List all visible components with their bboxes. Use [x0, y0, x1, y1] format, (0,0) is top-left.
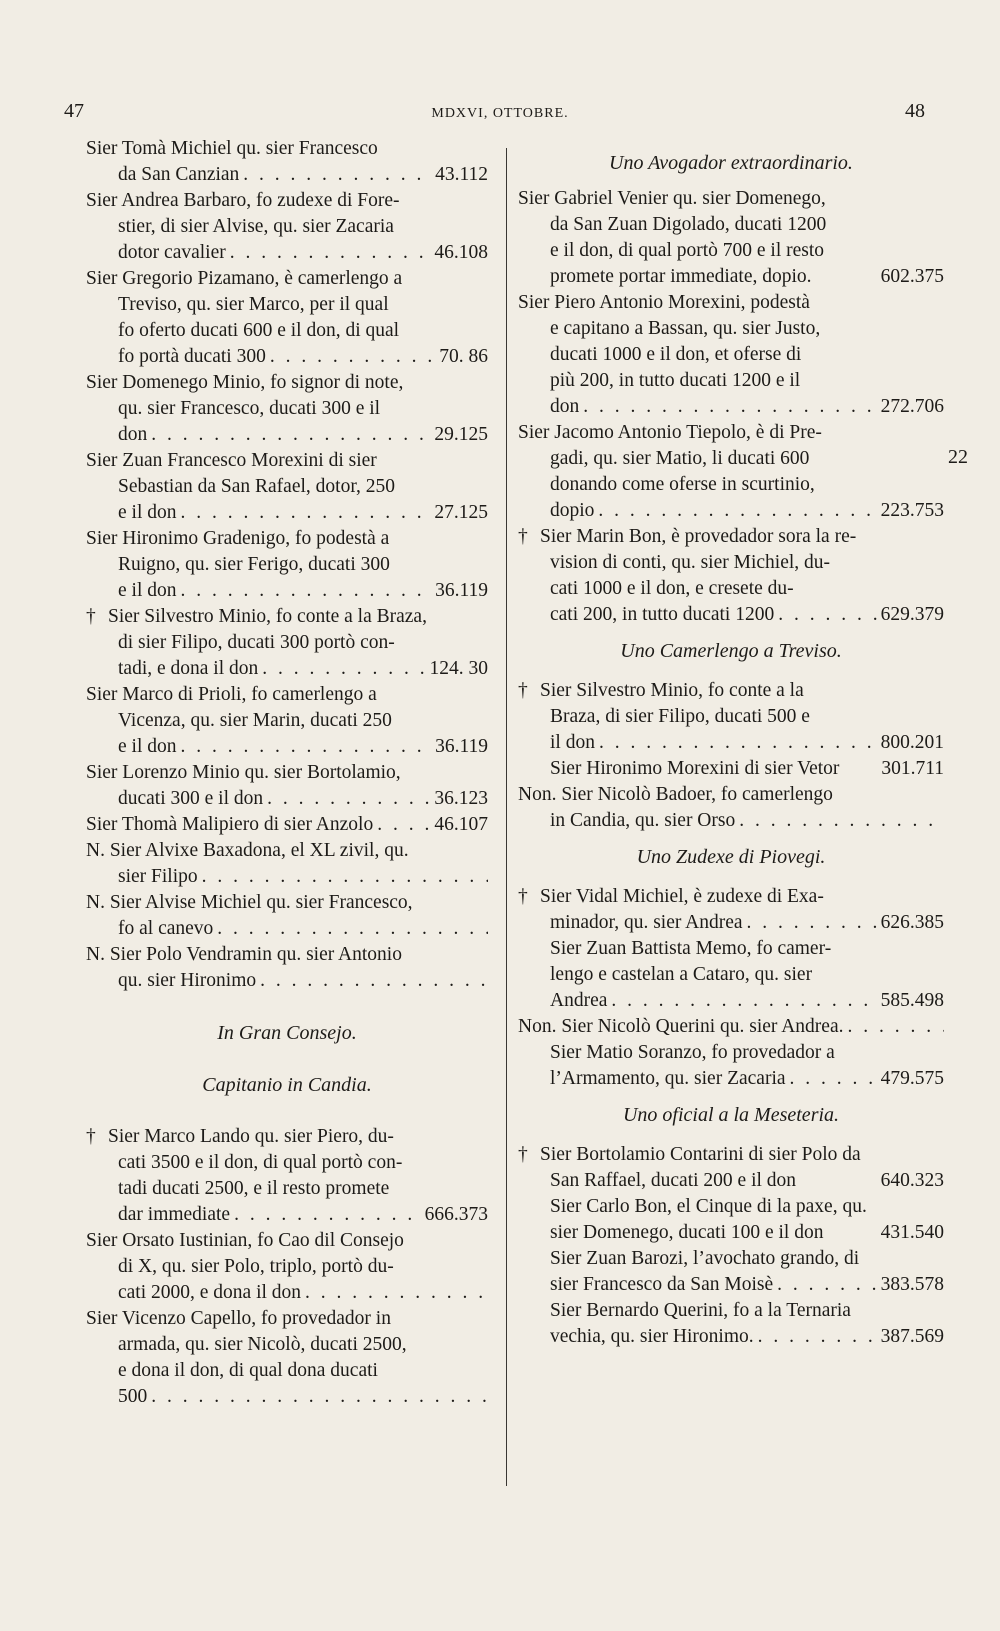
- entry-text: don: [118, 424, 148, 445]
- dot-leader: [266, 344, 435, 370]
- section-heading: Uno oficial a la Meseteria.: [622, 1104, 840, 1126]
- dot-leader: [177, 734, 432, 760]
- entry-text: fo al canevo: [118, 918, 214, 939]
- right-column: [518, 136, 944, 1350]
- dagger-mark: †: [518, 680, 528, 701]
- entry-text: Sier Gabriel Venier qu. sier Domenego,: [518, 188, 826, 209]
- entry-text: Sier Orsato Iustinian, fo Cao dil Consejo: [86, 1230, 404, 1251]
- dot-leader: [595, 730, 877, 756]
- entry-text: Sier Zuan Francesco Morexini di sier: [86, 450, 377, 471]
- entry-text: Sier Marco Lando qu. sier Piero, du-: [108, 1126, 394, 1147]
- entry-line: [86, 656, 488, 682]
- entry-text: Sier Hironimo Gradenigo, fo podestà a: [86, 528, 390, 549]
- entry-line: [518, 1324, 944, 1350]
- section-heading: Uno Zudexe di Piovegi.: [636, 846, 826, 868]
- entry-line: [86, 682, 488, 708]
- entry-line: [518, 238, 944, 264]
- entry-text: cati 200, in tutto ducati 1200: [550, 604, 775, 625]
- entry-text: di X, qu. sier Polo, triplo, portò du-: [118, 1256, 394, 1277]
- entry-line: [86, 1358, 488, 1384]
- margin-number: 22: [948, 446, 968, 468]
- entry-text: N. Sier Alvixe Baxadona, el XL zivil, qu.: [86, 840, 409, 861]
- entry-line: [518, 342, 944, 368]
- entry-text: Non. Sier Nicolò Badoer, fo camerlengo: [518, 784, 833, 805]
- vote-count: 70. 86: [439, 346, 488, 367]
- entry-line: [518, 472, 944, 498]
- entry-text: e capitano a Bassan, qu. sier Justo,: [550, 318, 821, 339]
- vote-count: 640.323: [880, 1170, 944, 1191]
- entry-text: Sier Matio Soranzo, fo provedador a: [550, 1042, 835, 1063]
- entry-text: Andrea: [550, 990, 608, 1011]
- entry-line: [86, 708, 488, 734]
- entry-line: [86, 188, 488, 214]
- entry-line: [518, 808, 944, 834]
- entry-text: vision di conti, qu. sier Michiel, du-: [550, 552, 831, 573]
- entry-text: Sier Carlo Bon, el Cinque di la paxe, qu.: [550, 1196, 867, 1217]
- entry-line: [518, 264, 944, 290]
- entry-line: [86, 162, 488, 188]
- entry-line: [86, 630, 488, 656]
- entry-line: [518, 962, 944, 988]
- entry-text: ducati 1000 e il don, et oferse di: [550, 344, 802, 365]
- entry-line: [518, 602, 944, 628]
- dagger-mark: †: [86, 1126, 96, 1147]
- entry-line: [86, 942, 488, 968]
- entry-text: sier Francesco da San Moisè: [550, 1274, 774, 1295]
- spacer: [86, 1046, 488, 1072]
- dot-leader: [754, 1324, 877, 1350]
- dot-leader: [258, 656, 425, 682]
- entry-text: Sier Zuan Barozi, l’avochato grando, di: [550, 1248, 860, 1269]
- dot-leader: [198, 864, 488, 890]
- dot-leader: [177, 500, 431, 526]
- entry-line: [86, 344, 488, 370]
- vote-count: 387.569: [880, 1326, 944, 1347]
- entry-text: dar immediate: [118, 1204, 231, 1225]
- vote-count: 46.108: [434, 242, 488, 263]
- entry-text: Sier Vicenzo Capello, fo provedador in: [86, 1308, 391, 1329]
- vote-count: 36.123: [434, 788, 488, 809]
- entry-text: Ruigno, qu. sier Ferigo, ducati 300: [118, 554, 390, 575]
- entry-text: Sier Marco di Prioli, fo camerlengo a: [86, 684, 377, 705]
- entry-line: [86, 526, 488, 552]
- entry-text: Sier Lorenzo Minio qu. sier Bortolamio,: [86, 762, 401, 783]
- entry-text: Sier Bortolamio Contarini di sier Polo da: [540, 1144, 861, 1165]
- entry-text: dopio: [550, 500, 595, 521]
- entry-line: [86, 916, 488, 942]
- vote-count: 36.119: [435, 580, 488, 601]
- vote-count: 43.112: [435, 164, 488, 185]
- entry-text: da San Zuan Digolado, ducati 1200: [550, 214, 827, 235]
- spacer: [518, 136, 944, 150]
- entry-line: [518, 884, 944, 910]
- spacer: [518, 1092, 944, 1102]
- column-divider: [506, 148, 507, 1486]
- vote-count: 124. 30: [429, 658, 488, 679]
- entry-line: [86, 500, 488, 526]
- spacer: [86, 1098, 488, 1124]
- entry-text: vechia, qu. sier Hironimo.: [550, 1326, 754, 1347]
- vote-count: 666.373: [424, 1204, 488, 1225]
- entry-line: [86, 786, 488, 812]
- entry-line: [86, 1280, 488, 1306]
- entry-text: Sier Marin Bon, è provedador sora la re-: [540, 526, 857, 547]
- left-column: [86, 136, 488, 1410]
- entry-line: [86, 578, 488, 604]
- entry-line: [518, 1272, 944, 1298]
- entry-text: promete portar immediate, dopio.: [550, 266, 812, 287]
- entry-text: più 200, in tutto ducati 1200 e il: [550, 370, 801, 391]
- entry-line: [518, 936, 944, 962]
- entry-line: [518, 988, 944, 1014]
- entry-text: qu. sier Hironimo: [118, 970, 257, 991]
- entry-line: [86, 734, 488, 760]
- entry-line: [518, 1040, 944, 1066]
- entry-line: [86, 370, 488, 396]
- dot-leader: [843, 1014, 944, 1040]
- running-title: MDXVI, OTTOBRE.: [431, 106, 569, 121]
- entry-text: N. Sier Alvise Michiel qu. sier Francesco,: [86, 892, 413, 913]
- entry-line: [86, 604, 488, 630]
- section-heading: Uno Avogador extraordinario.: [609, 152, 853, 174]
- entry-text: donando come oferse in scurtinio,: [550, 474, 815, 495]
- spacer: [518, 1128, 944, 1142]
- entry-line: [518, 910, 944, 936]
- entry-text: armada, qu. sier Nicolò, ducati 2500,: [118, 1334, 407, 1355]
- dot-leader: [607, 988, 876, 1014]
- entry-line: [86, 292, 488, 318]
- entry-line: [86, 396, 488, 422]
- entry-text: San Raffael, ducati 200 e il don: [550, 1170, 797, 1191]
- dot-leader: [263, 786, 430, 812]
- entry-text: Sier Piero Antonio Morexini, podestà: [518, 292, 810, 313]
- vote-count: 301.711: [881, 758, 944, 779]
- dot-leader: [773, 1272, 877, 1298]
- dagger-mark: †: [86, 606, 96, 627]
- entry-text: e il don: [118, 580, 177, 601]
- page-number-left: 47: [64, 100, 84, 122]
- dot-leader: [301, 1280, 488, 1306]
- entry-line: [518, 212, 944, 238]
- entry-text: ducati 300 e il don: [118, 788, 264, 809]
- entry-text: minador, qu. sier Andrea: [550, 912, 743, 933]
- dot-leader: [147, 1384, 488, 1410]
- entry-line: [518, 524, 944, 550]
- spacer: [518, 664, 944, 678]
- entry-text: il don: [550, 732, 595, 753]
- dot-leader: [579, 394, 876, 420]
- dot-leader: [177, 578, 432, 604]
- dot-leader: [213, 916, 488, 942]
- entry-text: Sier Tomà Michiel qu. sier Francesco: [86, 138, 378, 159]
- section-heading: Uno Camerlengo a Treviso.: [620, 640, 842, 662]
- dot-leader: [774, 602, 876, 628]
- entry-text: in Candia, qu. sier Orso: [550, 810, 736, 831]
- dot-leader: [147, 422, 430, 448]
- dot-leader: [256, 968, 488, 994]
- entry-text: Sier Silvestro Minio, fo conte a la: [540, 680, 804, 701]
- dagger-mark: †: [518, 526, 528, 547]
- entry-text: Treviso, qu. sier Marco, per il qual: [118, 294, 389, 315]
- entry-text: tadi ducati 2500, e il resto promete: [118, 1178, 390, 1199]
- entry-text: Sier Zuan Battista Memo, fo camer-: [550, 938, 832, 959]
- section-heading: In Gran Consejo.: [217, 1022, 357, 1044]
- entry-line: [518, 316, 944, 342]
- dot-leader: [743, 910, 877, 936]
- entry-line: [518, 1142, 944, 1168]
- entry-text: di sier Filipo, ducati 300 portò con-: [118, 632, 395, 653]
- vote-count: 383.578: [880, 1274, 944, 1295]
- entry-line: [86, 474, 488, 500]
- entry-text: 500: [118, 1386, 148, 1407]
- spacer: [518, 834, 944, 844]
- entry-text: tadi, e dona il don: [118, 658, 259, 679]
- entry-text: dotor cavalier: [118, 242, 226, 263]
- vote-count: 27.125: [434, 502, 488, 523]
- entry-text: Sier Hironimo Morexini di sier Vetor: [550, 758, 840, 779]
- entry-text: e dona il don, di qual dona ducati: [118, 1360, 378, 1381]
- entry-line: [86, 812, 488, 838]
- entry-text: qu. sier Francesco, ducati 300 e il: [118, 398, 381, 419]
- entry-text: da San Canzian: [118, 164, 240, 185]
- entry-line: [518, 186, 944, 212]
- entry-text: fo portà ducati 300: [118, 346, 266, 367]
- entry-line: [518, 394, 944, 420]
- entry-line: [518, 1066, 944, 1092]
- entry-text: cati 2000, e dona il don: [118, 1282, 302, 1303]
- entry-text: stier, di sier Alvise, qu. sier Zacaria: [118, 216, 394, 237]
- entry-line: [518, 576, 944, 602]
- vote-count: 272.706: [880, 396, 944, 417]
- dot-leader: [735, 808, 944, 834]
- entry-text: e il don: [118, 736, 177, 757]
- dot-leader: [786, 1066, 877, 1092]
- entry-line: [518, 782, 944, 808]
- section-heading: Capitanio in Candia.: [202, 1074, 372, 1096]
- entry-text: e il don, di qual portò 700 e il resto: [550, 240, 825, 261]
- entry-text: Non. Sier Nicolò Querini qu. sier Andrea.: [518, 1016, 844, 1037]
- entry-line: [86, 1332, 488, 1358]
- dot-leader: [226, 240, 431, 266]
- entry-text: l’Armamento, qu. sier Zacaria: [550, 1068, 786, 1089]
- entry-line: [86, 266, 488, 292]
- entry-text: cati 1000 e il don, e cresete du-: [550, 578, 794, 599]
- entry-text: don: [550, 396, 580, 417]
- entry-line: [86, 968, 488, 994]
- dot-leader: [230, 1202, 421, 1228]
- entry-line: [86, 1202, 488, 1228]
- entry-line: [518, 368, 944, 394]
- entry-text: gadi, qu. sier Matio, li ducati 600: [550, 448, 810, 469]
- vote-count: 629.379: [880, 604, 944, 625]
- entry-line: [86, 890, 488, 916]
- entry-line: [518, 678, 944, 704]
- vote-count: 626.385: [880, 912, 944, 933]
- entry-text: fo oferto ducati 600 e il don, di qual: [118, 320, 400, 341]
- entry-text: N. Sier Polo Vendramin qu. sier Antonio: [86, 944, 402, 965]
- entry-line: [86, 760, 488, 786]
- entry-line: [518, 1246, 944, 1272]
- entry-text: e il don: [118, 502, 177, 523]
- entry-text: Sier Gregorio Pizamano, è camerlengo a: [86, 268, 403, 289]
- entry-line: [518, 420, 944, 446]
- page-number-right: 48: [905, 100, 925, 122]
- entry-text: Vicenza, qu. sier Marin, ducati 250: [118, 710, 392, 731]
- dot-leader: [594, 498, 876, 524]
- entry-line: [518, 1014, 944, 1040]
- entry-line: [86, 1150, 488, 1176]
- spacer: [518, 870, 944, 884]
- entry-text: Sier Andrea Barbaro, fo zudexe di Fore-: [86, 190, 400, 211]
- entry-line: [86, 1228, 488, 1254]
- entry-line: [518, 1168, 944, 1194]
- entry-line: [86, 318, 488, 344]
- spacer: [518, 628, 944, 638]
- entry-line: [86, 838, 488, 864]
- dot-leader: [239, 162, 431, 188]
- vote-count: 800.201: [880, 732, 944, 753]
- entry-text: sier Filipo: [118, 866, 198, 887]
- entry-text: sier Domenego, ducati 100 e il don: [550, 1222, 824, 1243]
- entry-text: Sier Vidal Michiel, è zudexe di Exa-: [540, 886, 824, 907]
- vote-count: 223.753: [880, 500, 944, 521]
- dagger-mark: †: [518, 886, 528, 907]
- entry-line: [518, 1220, 944, 1246]
- entry-text: Braza, di sier Filipo, ducati 500 e: [550, 706, 810, 727]
- entry-line: [518, 498, 944, 524]
- vote-count: 479.575: [880, 1068, 944, 1089]
- vote-count: 431.540: [880, 1222, 944, 1243]
- entry-line: [86, 552, 488, 578]
- entry-text: Sebastian da San Rafael, dotor, 250: [118, 476, 396, 497]
- entry-line: [86, 1176, 488, 1202]
- entry-line: [86, 214, 488, 240]
- entry-line: [518, 1298, 944, 1324]
- vote-count: 585.498: [880, 990, 944, 1011]
- entry-text: lengo e castelan a Cataro, qu. sier: [550, 964, 813, 985]
- vote-count: 36.119: [435, 736, 488, 757]
- entry-line: [86, 864, 488, 890]
- entry-line: [86, 422, 488, 448]
- entry-line: [518, 550, 944, 576]
- entry-line: [86, 448, 488, 474]
- vote-count: 29.125: [434, 424, 488, 445]
- entry-line: [518, 446, 944, 472]
- entry-text: Sier Bernardo Querini, fo a la Ternaria: [550, 1300, 851, 1321]
- dot-leader: [373, 812, 430, 838]
- entry-text: cati 3500 e il don, di qual portò con-: [118, 1152, 403, 1173]
- entry-line: [518, 1194, 944, 1220]
- entry-text: Sier Silvestro Minio, fo conte a la Braza,: [108, 606, 427, 627]
- dagger-mark: †: [518, 1144, 528, 1165]
- spacer: [86, 994, 488, 1020]
- entry-text: Sier Domenego Minio, fo signor di note,: [86, 372, 404, 393]
- entry-line: [518, 730, 944, 756]
- vote-count: 46.107: [434, 814, 488, 835]
- entry-line: [86, 1254, 488, 1280]
- entry-line: [86, 1306, 488, 1332]
- entry-line: [518, 704, 944, 730]
- entry-line: [86, 240, 488, 266]
- vote-count: 602.375: [880, 266, 944, 287]
- entry-line: [518, 290, 944, 316]
- entry-text: Sier Thomà Malipiero di sier Anzolo: [86, 814, 374, 835]
- entry-line: [86, 1384, 488, 1410]
- entry-line: [86, 136, 488, 162]
- spacer: [518, 176, 944, 186]
- entry-line: [86, 1124, 488, 1150]
- entry-text: Sier Jacomo Antonio Tiepolo, è di Pre-: [518, 422, 822, 443]
- entry-line: [518, 756, 944, 782]
